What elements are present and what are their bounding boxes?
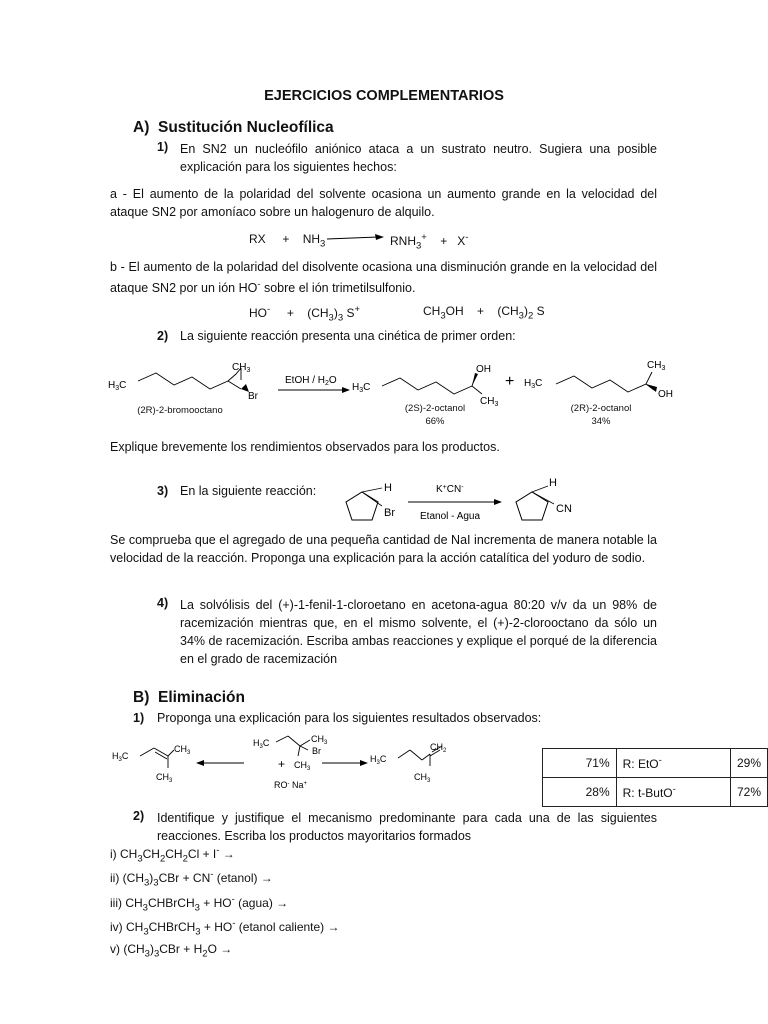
svg-text:CH3: $CH_3$ [174,744,191,756]
reaction-arrow [326,232,386,244]
eq1-plus: + [282,232,290,246]
list-item: i) $CH_3CH_2CH_2Cl + I^-$ → [110,845,235,865]
table-row [543,749,768,778]
q3-text: En la siguiente reacción: [180,484,317,498]
svg-text:OH: OH [658,389,673,400]
b2-number: 2) [133,809,145,823]
q3-explanation: Se comprueba que el agregado de una pequeña cantidad de NaI incrementa de manera notable la velocidad de la reacción. Proponga una explicación para la acción catalítica del yoduro de sodio. [110,533,657,565]
svg-text:CH2: $CH_2$ [430,742,447,754]
table-cell: R: EtO- [616,749,730,778]
svg-text:Br: Br [384,507,395,519]
svg-text:Etanol - Agua: Etanol - Agua [420,511,481,522]
table-row [543,778,768,807]
svg-text:RO- Na+: RO- Na+ [274,780,308,790]
section-b-heading [133,689,245,707]
eq2-dimethylsulfide: $(CH_3)_2$ S [497,304,545,322]
svg-text:H: H [549,477,557,489]
q1b-text: b - El aumento de la polaridad del disolvente ocasiona una disminución grande en la velocidad del ataque SN2 por un ión HO- sobre el ión trimetilsulfonio. [110,260,657,296]
list-item: v) $(CH_3)_3CBr + H_2O$ → [110,941,233,959]
eq2-methanol: $CH_3OH$ [423,304,464,322]
svg-text:CH3: $CH_3$ [311,734,328,746]
svg-text:H3C: $H_3C$ [112,751,129,763]
eq1-rx: RX [249,232,266,246]
octanol-s-structure [382,374,482,394]
octanol-r-structure [556,372,654,392]
octanol-s-name: (2S)-2-octanol [404,403,466,414]
bromooctane-name: (2R)-2-bromooctano [137,405,223,416]
svg-text:H: H [384,482,392,494]
q3-number: 3) [157,484,169,498]
section-b-title: Eliminación [157,689,245,706]
reaction-list [110,843,340,962]
eq1-plus2: + [440,234,448,248]
svg-text:H3C: $H_3C$ [370,754,387,766]
cyclopentyl-bromide-ring [346,492,378,520]
svg-text:Br: Br [248,391,258,402]
results-table [542,748,768,807]
eq2-trimethylsulfonium: $(CH_3)_3$ S+ [307,304,361,324]
q1-text: En SN2 un nucleófilo aniónico ataca a un sustrato neutro. Sugiera una posible explicación para los siguientes hechos: [180,142,657,174]
section-a-letter: A) [133,119,150,136]
svg-text:CH3: $CH_3$ [647,360,666,372]
svg-text:+: + [278,757,286,771]
eq1-rnh3: $RNH_3^+$ [390,232,427,252]
q1-number: 1) [157,140,169,154]
svg-text:OH: OH [476,364,491,375]
svg-text:CN: CN [556,503,572,515]
table-cell: 29% [730,749,767,778]
svg-text:H3C: $H_3C$ [253,738,270,750]
svg-text:CH3: $CH_3$ [156,772,173,784]
q4-text: La solvólisis del (+)-1-fenil-1-cloroetano en acetona-agua 80:20 v/v da un 98% de racemización mientras que, en el mismo solvente, el (+)-2-clorooctano da sólo un 34% de racemización. Escriba ambas reacciones y explique el porqué de la diferencia en el grado de racemización [180,598,657,666]
table-cell: 28% [543,778,617,807]
octanol-r-name: (2R)-2-octanol [570,403,632,414]
octanol-s-yield: 66% [425,416,445,427]
svg-text:CH3: $CH_3$ [232,362,251,374]
list-item: ii) $(CH_3)_3CBr + CN^-$ (etanol) → [110,869,273,889]
section-b-letter: B) [133,689,150,706]
page-title: EJERCICIOS COMPLEMENTARIOS [264,88,504,104]
plus-sign: + [505,373,515,390]
svg-text:CH3: $CH_3$ [414,772,431,784]
table-cell: 71% [543,749,617,778]
eq1-x: X- [457,232,469,248]
svg-text:H3C: $H_3C$ [352,382,371,394]
table-cell: R: t-ButO- [616,778,730,807]
svg-text:CH3: $CH_3$ [480,396,499,408]
svg-text:K+CN-: K+CN- [436,484,464,495]
reaction-conditions: EtOH / $H_2O$ [285,375,337,387]
table-cell: 72% [730,778,767,807]
svg-text:H3C: $H_3C$ [108,380,127,392]
eq1-nh3: $NH_3$ [302,232,326,250]
tertiary-bromide [276,736,310,756]
cyclopentane-reaction-scheme [338,476,588,526]
section-a-title: Sustitución Nucleofílica [157,119,334,136]
q2-text: La siguiente reacción presenta una cinética de primer orden: [180,329,516,343]
trisubstituted-alkene [140,748,174,768]
svg-text:Br: Br [312,746,321,756]
equation-2: HO- + $(CH_3)_3$ S+ [249,304,361,324]
b1-number: 1) [133,711,145,725]
eq2-ho: HO- [249,304,271,320]
section-a-heading [133,119,334,137]
q2-number: 2) [157,329,169,343]
elimination-scheme [108,730,468,796]
list-item: iv) $CH_3CHBrCH_3 + HO^-$ (etanol caliente) → [110,918,340,938]
svg-text:CH3: $CH_3$ [294,760,311,772]
octanol-r-yield: 34% [591,416,611,427]
equation-1-products [390,232,468,251]
list-item: iii) $CH_3CHBrCH_3 + HO^-$ (agua) → [110,893,289,914]
cyclopentyl-cyanide-ring [516,492,548,520]
q4-number: 4) [157,596,169,610]
equation-2-products: $CH_3OH$ + $(CH_3)_2$ S [423,304,545,322]
equation-1 [249,232,325,249]
b1-text: Proponga una explicación para los siguientes resultados observados: [157,711,542,725]
q1a-text: a - El aumento de la polaridad del solvente ocasiona un aumento grande en la velocidad del ataque SN2 por amoníaco sobre un halogenuro de alquilo. [110,187,657,219]
svg-text:H3C: $H_3C$ [524,378,543,390]
q2-explain: Explique brevemente los rendimientos observados para los productos. [110,440,500,454]
b2-text: Identifique y justifique el mecanismo predominante para cada una de las siguientes reacciones. Escriba los productos mayoritarios formados [157,811,657,843]
